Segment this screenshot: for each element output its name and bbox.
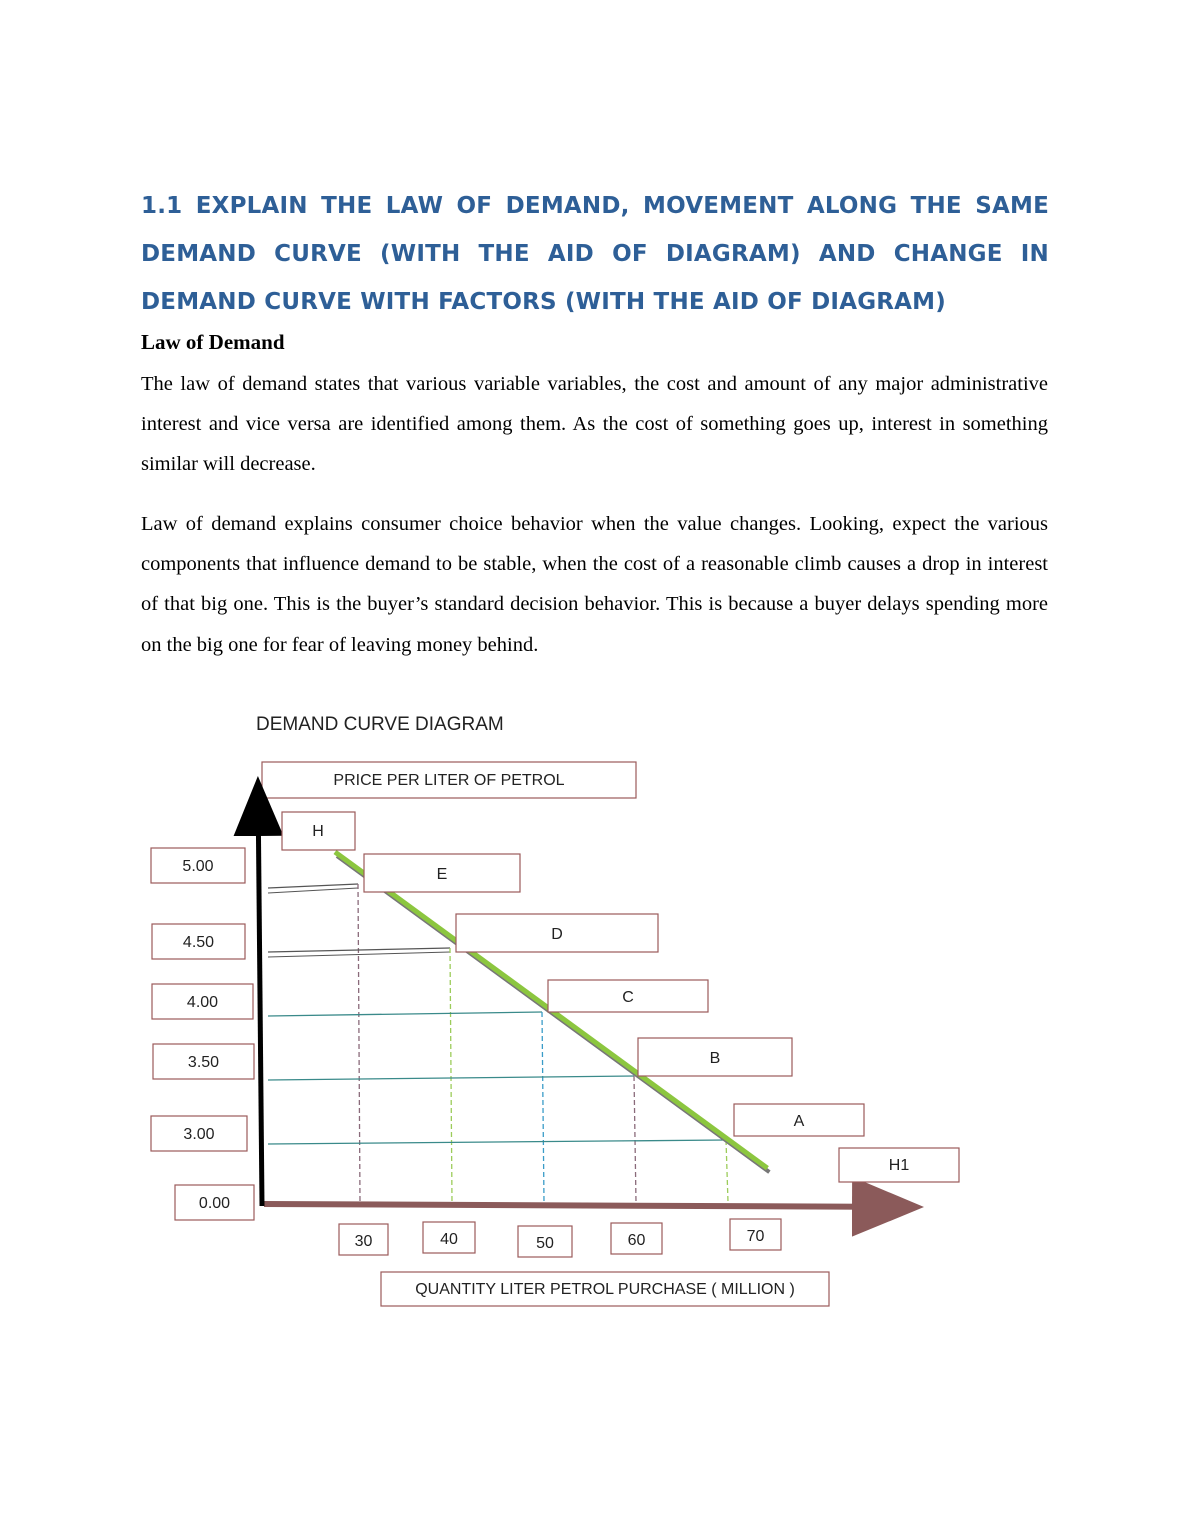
subheading-law-of-demand: Law of Demand: [141, 330, 285, 354]
vertical-guide-D: [450, 948, 452, 1202]
horizontal-guide-E: [268, 884, 358, 888]
x-tick-label-70: 70: [746, 1228, 765, 1245]
chart-title: DEMAND CURVE DIAGRAM: [256, 714, 504, 735]
x-axis: [264, 1204, 912, 1207]
section-heading: 1.1 EXPLAIN THE LAW OF DEMAND, MOVEMENT ALONG THE SAME DEMAND CURVE (WITH THE AID OF DIAGRAM) AND CHANGE IN DEMAND CURVE WITH FACTORS (WITH THE AID OF DIAGRAM): [141, 193, 1049, 315]
y-tick-label-3.50: 3.50: [187, 1054, 220, 1071]
point-labels: [282, 812, 959, 1182]
y-tick-label-4.00: 4.00: [186, 994, 219, 1011]
x-tick-label-50: 50: [536, 1235, 554, 1252]
paragraph-1: The law of demand states that various variable variables, the cost and amount of any major administrative interest and vice versa are identified among them. As the cost of something goes up, interest in something similar will decrease.: [141, 373, 1048, 476]
curve-end-label: H1: [888, 1157, 910, 1174]
horizontal-guide-C: [268, 1012, 542, 1016]
horizontal-guide-double-E: [268, 888, 358, 893]
x-tick-label-60: 60: [627, 1232, 646, 1249]
y-tick-label-3.00: 3.00: [183, 1126, 215, 1143]
demand-curve-chart: [140, 700, 980, 1320]
y-axis-label: PRICE PER LITER OF PETROL: [333, 772, 565, 789]
horizontal-guide-A: [268, 1140, 726, 1144]
point-label-B: B: [709, 1050, 721, 1067]
x-tick-label-30: 30: [354, 1233, 373, 1250]
vertical-guide-B: [634, 1076, 636, 1202]
y-tick-label-0.00: 0.00: [198, 1195, 231, 1212]
x-tick-label-40: 40: [440, 1231, 458, 1248]
vertical-guide-E: [358, 884, 360, 1202]
x-axis-label: QUANTITY LITER PETROL PURCHASE ( MILLION ): [415, 1281, 795, 1298]
demand-curve-diagram: [140, 700, 980, 1325]
vertical-guide-C: [542, 1012, 544, 1202]
point-label-A: A: [793, 1113, 805, 1130]
y-axis: [258, 786, 262, 1206]
curve-start-label: H: [312, 823, 324, 840]
point-label-C: C: [622, 989, 634, 1006]
point-label-E: E: [436, 866, 448, 883]
y-tick-label-5.00: 5.00: [182, 858, 214, 875]
vertical-guide-A: [726, 1140, 728, 1202]
y-tick-label-4.50: 4.50: [182, 934, 215, 951]
point-label-D: D: [551, 926, 563, 943]
paragraph-2: Law of demand explains consumer choice behavior when the value changes. Looking, expect the various components that influence demand to be stable, when the cost of a reasonable climb causes a drop in interest of that big one. This is the buyer’s standard decision behavior. This is because a buyer delays spending more on the big one for fear of leaving money behind.: [141, 513, 1048, 656]
